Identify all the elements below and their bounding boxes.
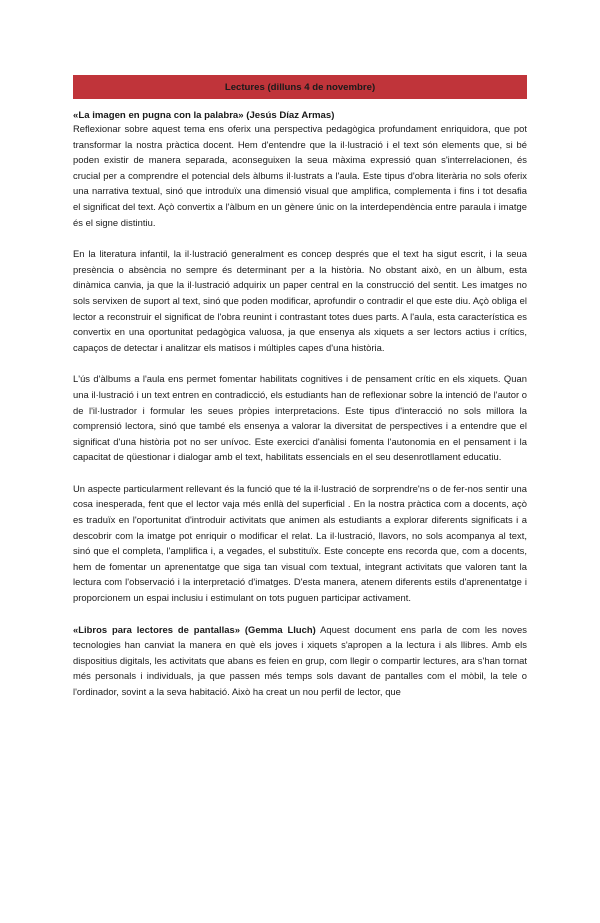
section1-paragraph-3: L'ús d'àlbums a l'aula ens permet fomentar habilitats cognitives i de pensament crític en els xiquets. Quan una il·lustració i un text entren en contradicció, els estudiants han de reflexionar sobre la intenció de l'autor o de l'il·lustrador i formular les seues pròpies interpretacions. Este tipus d'interacció no sols millora la comprensió lectora, sinó que també els ensenya a valorar la diversitat de perspectives i a entendre que el significat d'una història pot no ser unívoc. Este exercici d'anàlisi fomenta l'autonomia en el pensament i la capacitat de qüestionar i dialogar amb el text, habilitats essencials en el seu desenrotllament educatiu. xyxy=(73,373,527,463)
section1-paragraph-2: En la literatura infantil, la il·lustració generalment es concep després que el text ha sigut escrit, i la seua presència o absència no sempre és determinant per a la història. No obstant això, en un àlbum, esta dinàmica canvia, ja que la il·lustració adquirix un paper central en la construcció del sentit. Les imatges no sols servixen de suport al text, sinó que poden modificar, aprofundir o contradir el que este diu. Açò obliga el lector a reconstruir el significat de l'obra reunint i contrastant totes dues parts. A l'aula, esta característica es convertix en una oportunitat pedagògica valuosa, ja que ensenya als xiquets a ser lectors actius i crítics, capaços de detectar i analitzar els matisos i múltiples capes d'una història. xyxy=(73,248,527,353)
section1-paragraph-4: Un aspecte particularment rellevant és la funció que té la il·lustració de sorprendre'ns o de fer-nos sentir una cosa inesperada, fent que el lector vaja més enllà del superficial . En la nostra pràctica com a docents, açò es traduïx en l'oportunitat d'introduir activitats que animen als estudiants a explorar diferents significats i a descobrir com la imatge pot enriquir o modificar el relat. La il·lustració, llavors, no sols acompanya al text, sinó que el completa, l'amplifica i, a vegades, el substituïx. Este concepte ens recorda que, com a docents, hem de fomentar un aprenentatge que siga tan visual com textual, integrant activitats que valoren tant la lectura com l'observació i la interpretació d'imatges. D'esta manera, atenem diferents estils d'aprenentatge i proporcionem un espai inclusiu i estimulant on tots puguen participar activament. xyxy=(73,482,527,604)
section2-text: Aquest document ens parla de com les noves tecnologies han canviat la manera en què els joves i xiquets s'apropen a la lectura i als llibres. Amb els dispositius digitals, les activitats que abans es feien en grup, com llegir o compartir lectures, ara s'han tornat més personals i individuals, ja que passen més temps sols davant de pantalles com el mòbil, la tele o l'ordinador, sovint a la seva habitació. Això ha creat un nou perfil de lector, que xyxy=(73,623,527,697)
header-bar xyxy=(73,75,527,99)
header-title: Lectures (dilluns 4 de novembre) xyxy=(224,81,376,93)
document-page xyxy=(0,75,600,923)
section2-paragraph xyxy=(73,622,527,700)
section2-heading: «Libros para lectores de pantallas» (Gemma Lluch) xyxy=(73,623,316,635)
section1-heading: «La imagen en pugna con la palabra» (Jesús Díaz Armas) xyxy=(73,110,335,121)
section1-paragraph-1: Reflexionar sobre aquest tema ens oferix una perspectiva pedagògica profundament enriquidora, que pot transformar la nostra pràctica docent. Hem d'entendre que la il·lustració i el text són elements que, si bé poden existir de manera separada, aconseguixen la seua màxima expressió quan s'interrelacionen, és crucial per a comprendre el potencial dels àlbums il·lustrats a l'aula. Este tipus d'obra literària no sols oferix una narrativa textual, sinó que introduïx una dimensió visual que amplifica, complementa i fins i tot desafia el significat del text. Açò convertix a l'àlbum en un gènere únic on la interdependència entre paraula i imatge és el signe distintiu. xyxy=(73,123,527,228)
